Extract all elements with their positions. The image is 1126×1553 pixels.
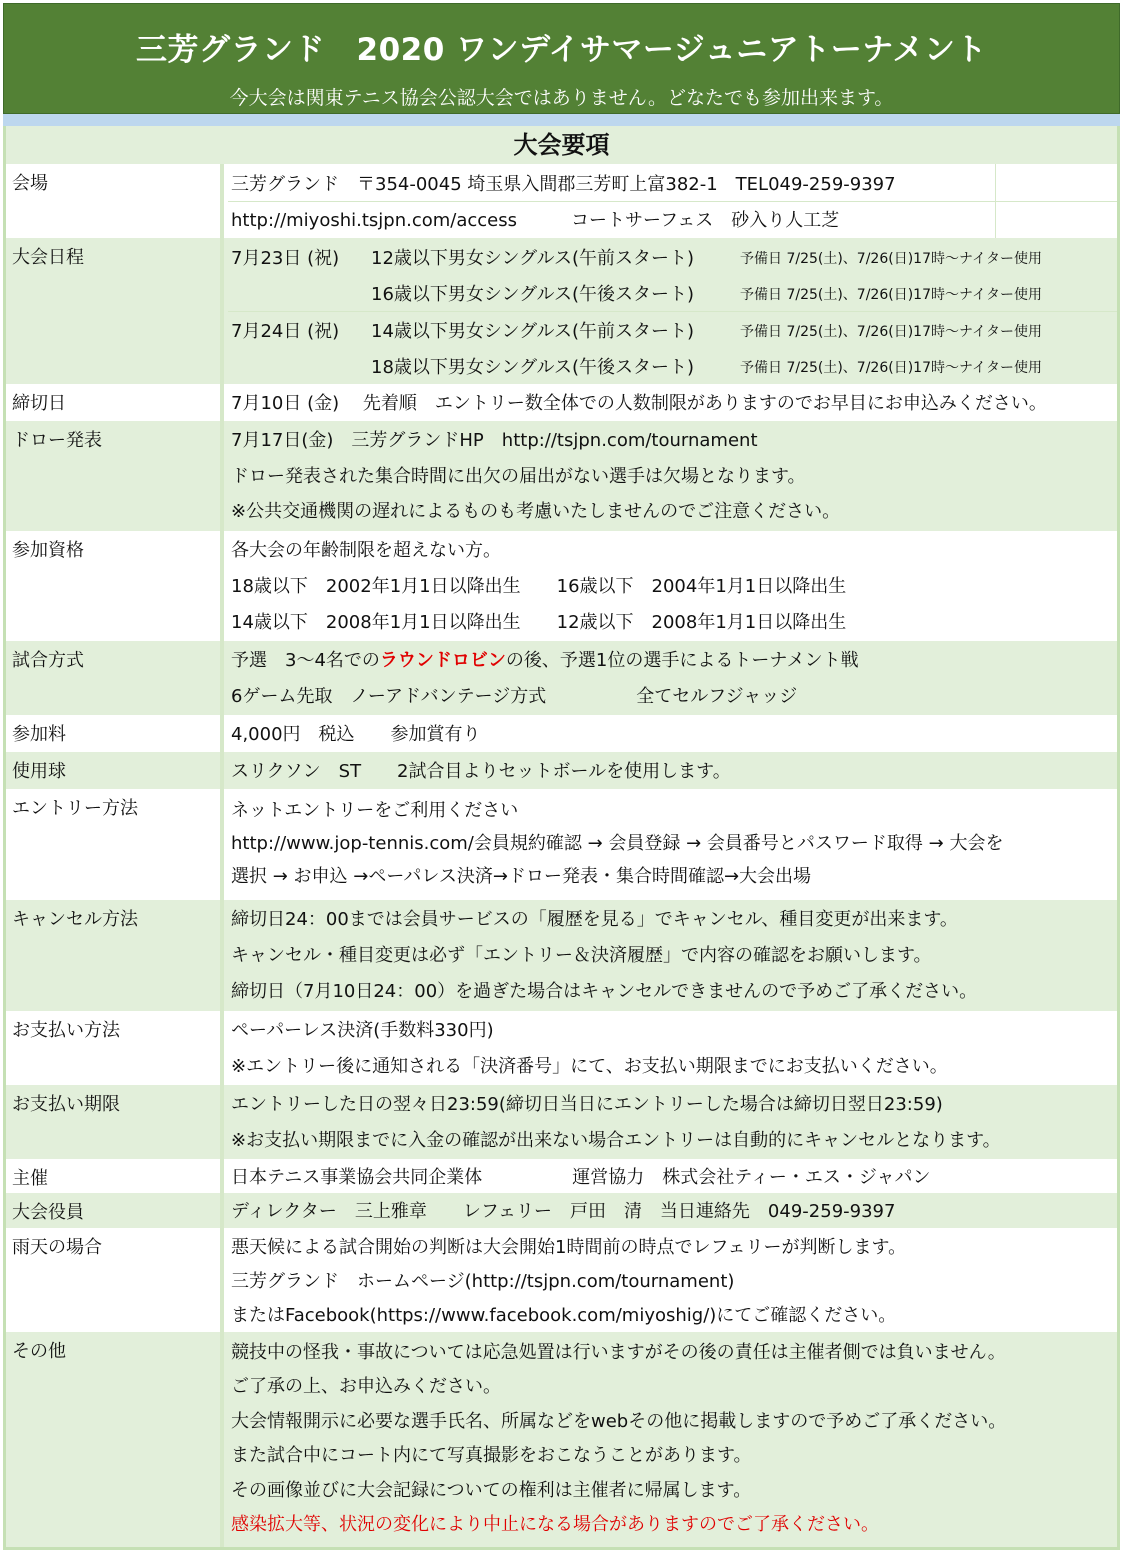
cancel-text: 締切日（7月10日24：00）を過ぎた場合はキャンセルできませんので予めご了承ください。 bbox=[231, 981, 978, 1002]
page-subtitle: 今大会は関東テニス協会公認大会ではありません。どなたでも参加出来ます。 bbox=[229, 87, 894, 109]
eligibility-age: 18歳以下 2002年1月1日以降出生 16歳以下 2004年1月1日以降出生 bbox=[231, 576, 847, 597]
officials-text: ディレクター 三上雅章 レフェリー 戸田 清 当日連絡先 049-259-9397 bbox=[231, 1201, 896, 1222]
schedule-day2-event2: 18歳以下男女シングルス(午後スタート) bbox=[371, 357, 695, 378]
schedule-day2-event1: 14歳以下男女シングルス(午前スタート) bbox=[371, 321, 695, 342]
row-payment bbox=[6, 1011, 1117, 1085]
row-label: 主催 bbox=[6, 1159, 224, 1193]
row-officials bbox=[6, 1193, 1117, 1228]
row-entry bbox=[6, 789, 1117, 900]
entry-text: ネットエントリーをご利用ください bbox=[231, 800, 519, 821]
entry-steps: http://www.jop-tennis.com/会員規約確認 → 会員登録 → 会員番号とパスワード取得 → 大会を bbox=[231, 833, 1004, 854]
schedule-reserve-note: 予備日 7/25(土)、7/26(日)17時～ナイター使用 bbox=[740, 360, 1043, 376]
row-cancel bbox=[6, 900, 1117, 1011]
format-line: 予選 3～4名でのラウンドロビンの後、予選1位の選手によるトーナメント戦 bbox=[231, 650, 859, 671]
other-text: 大会情報開示に必要な選手氏名、所属などをwebその他に掲載しますので予めご了承ください。 bbox=[231, 1411, 1007, 1432]
schedule-reserve-note: 予備日 7/25(土)、7/26(日)17時～ナイター使用 bbox=[740, 324, 1043, 340]
draw-note: ドロー発表された集合時間に出欠の届出がない選手は欠場となります。 bbox=[231, 466, 806, 487]
row-label: その他 bbox=[6, 1332, 224, 1547]
payment-deadline-text: エントリーした日の翌々日23:59(締切日当日にエントリーした場合は締切日翌日23:59) bbox=[231, 1094, 943, 1115]
section-title: 大会要項 bbox=[6, 126, 1117, 164]
row-schedule bbox=[6, 238, 1117, 384]
draw-note: ※公共交通機関の遅れによるものも考慮いたしませんのでご注意ください。 bbox=[231, 501, 841, 522]
row-organizer bbox=[6, 1159, 1117, 1193]
row-label: 締切日 bbox=[6, 384, 224, 421]
row-format bbox=[6, 641, 1117, 715]
schedule-reserve-note: 予備日 7/25(土)、7/26(日)17時～ナイター使用 bbox=[740, 251, 1043, 267]
venue-url-surface: http://miyoshi.tsjpn.com/access コートサーフェス 砂入り人工芝 bbox=[231, 210, 840, 231]
eligibility-age: 14歳以下 2008年1月1日以降出生 12歳以下 2008年1月1日以降出生 bbox=[231, 612, 847, 633]
payment-text: ペーパーレス決済(手数料330円) bbox=[231, 1020, 494, 1041]
row-rain bbox=[6, 1228, 1117, 1332]
row-other bbox=[6, 1332, 1117, 1547]
other-text: 競技中の怪我・事故については応急処置は行いますがその後の責任は主催者側では負いません。 bbox=[231, 1342, 1006, 1363]
organizer-text: 日本テニス事業協会共同企業体 運営協力 株式会社ティー・エス・ジャパン bbox=[231, 1167, 931, 1188]
cancel-text: 締切日24：00までは会員サービスの「履歴を見る」でキャンセル、種目変更が出来ます。 bbox=[231, 909, 958, 930]
rain-text: 悪天候による試合開始の判断は大会開始1時間前の時点でレフェリーが判断します。 bbox=[231, 1237, 907, 1258]
row-label: 試合方式 bbox=[6, 641, 224, 715]
row-label: 参加資格 bbox=[6, 531, 224, 641]
schedule-day1-event1: 12歳以下男女シングルス(午前スタート) bbox=[371, 248, 695, 269]
row-label: ドロー発表 bbox=[6, 421, 224, 531]
tournament-info-table bbox=[3, 126, 1120, 1550]
row-label: お支払い方法 bbox=[6, 1011, 224, 1085]
header-banner bbox=[3, 3, 1120, 114]
row-label: 会場 bbox=[6, 164, 224, 238]
row-deadline bbox=[6, 384, 1117, 421]
row-eligibility bbox=[6, 531, 1117, 641]
schedule-reserve-note: 予備日 7/25(土)、7/26(日)17時～ナイター使用 bbox=[740, 287, 1043, 303]
row-venue bbox=[6, 164, 1117, 238]
payment-deadline-text: ※お支払い期限までに入金の確認が出来ない場合エントリーは自動的にキャンセルとなります。 bbox=[231, 1130, 1001, 1151]
row-draw bbox=[6, 421, 1117, 531]
ball-text: スリクソン ST 2試合目よりセットボールを使用します。 bbox=[231, 761, 731, 782]
row-label: お支払い期限 bbox=[6, 1085, 224, 1159]
row-label: 大会日程 bbox=[6, 238, 224, 384]
venue-address: 三芳グランド 〒354-0045 埼玉県入間郡三芳町上富382-1 TEL049-259-9397 bbox=[231, 174, 896, 195]
row-ball bbox=[6, 752, 1117, 789]
row-fee bbox=[6, 715, 1117, 752]
payment-text: ※エントリー後に通知される「決済番号」にて、お支払い期限までにお支払いください。 bbox=[231, 1056, 948, 1077]
row-label: 大会役員 bbox=[6, 1193, 224, 1228]
other-text: その画像並びに大会記録についての権利は主催者に帰属します。 bbox=[231, 1480, 752, 1501]
deadline-text: 7月10日 (金) 先着順 エントリー数全体での人数制限がありますのでお早目にお申込みください。 bbox=[231, 393, 1047, 414]
row-label: 雨天の場合 bbox=[6, 1228, 224, 1332]
other-text: また試合中にコート内にて写真撮影をおこなうことがあります。 bbox=[231, 1445, 752, 1466]
other-warning: 感染拡大等、状況の変化により中止になる場合がありますのでご了承ください。 bbox=[231, 1514, 879, 1535]
row-payment-deadline bbox=[6, 1085, 1117, 1159]
other-text: ご了承の上、お申込みください。 bbox=[231, 1376, 501, 1397]
row-label: 使用球 bbox=[6, 752, 224, 789]
row-label: キャンセル方法 bbox=[6, 900, 224, 1011]
rain-text: 三芳グランド ホームページ(http://tsjpn.com/tournament) bbox=[231, 1271, 735, 1292]
eligibility-text: 各大会の年齢制限を超えない方。 bbox=[231, 540, 501, 561]
row-label: エントリー方法 bbox=[6, 789, 224, 900]
format-line: 6ゲーム先取 ノーアドバンテージ方式 全てセルフジャッジ bbox=[231, 686, 798, 707]
schedule-day1-date: 7月23日 (祝) bbox=[231, 248, 340, 269]
page-title: 三芳グランド 2020 ワンデイサマージュニアトーナメント bbox=[136, 32, 987, 68]
fee-text: 4,000円 税込 参加賞有り bbox=[231, 724, 481, 745]
round-robin-highlight: ラウンドロビン bbox=[379, 650, 506, 671]
entry-steps: 選択 → お申込 →ペーパレス決済→ドロー発表・集合時間確認→大会出場 bbox=[231, 866, 812, 887]
schedule-day1-event2: 16歳以下男女シングルス(午後スタート) bbox=[371, 284, 695, 305]
rain-text: またはFacebook(https://www.facebook.com/miyoshig/)にてご確認ください。 bbox=[231, 1305, 897, 1326]
draw-date-url: 7月17日(金) 三芳グランドHP http://tsjpn.com/tournament bbox=[231, 430, 758, 451]
divider-bar bbox=[3, 114, 1120, 126]
cancel-text: キャンセル・種目変更は必ず「エントリー＆決済履歴」で内容の確認をお願いします。 bbox=[231, 945, 932, 966]
row-label: 参加料 bbox=[6, 715, 224, 752]
schedule-day2-date: 7月24日 (祝) bbox=[231, 321, 340, 342]
